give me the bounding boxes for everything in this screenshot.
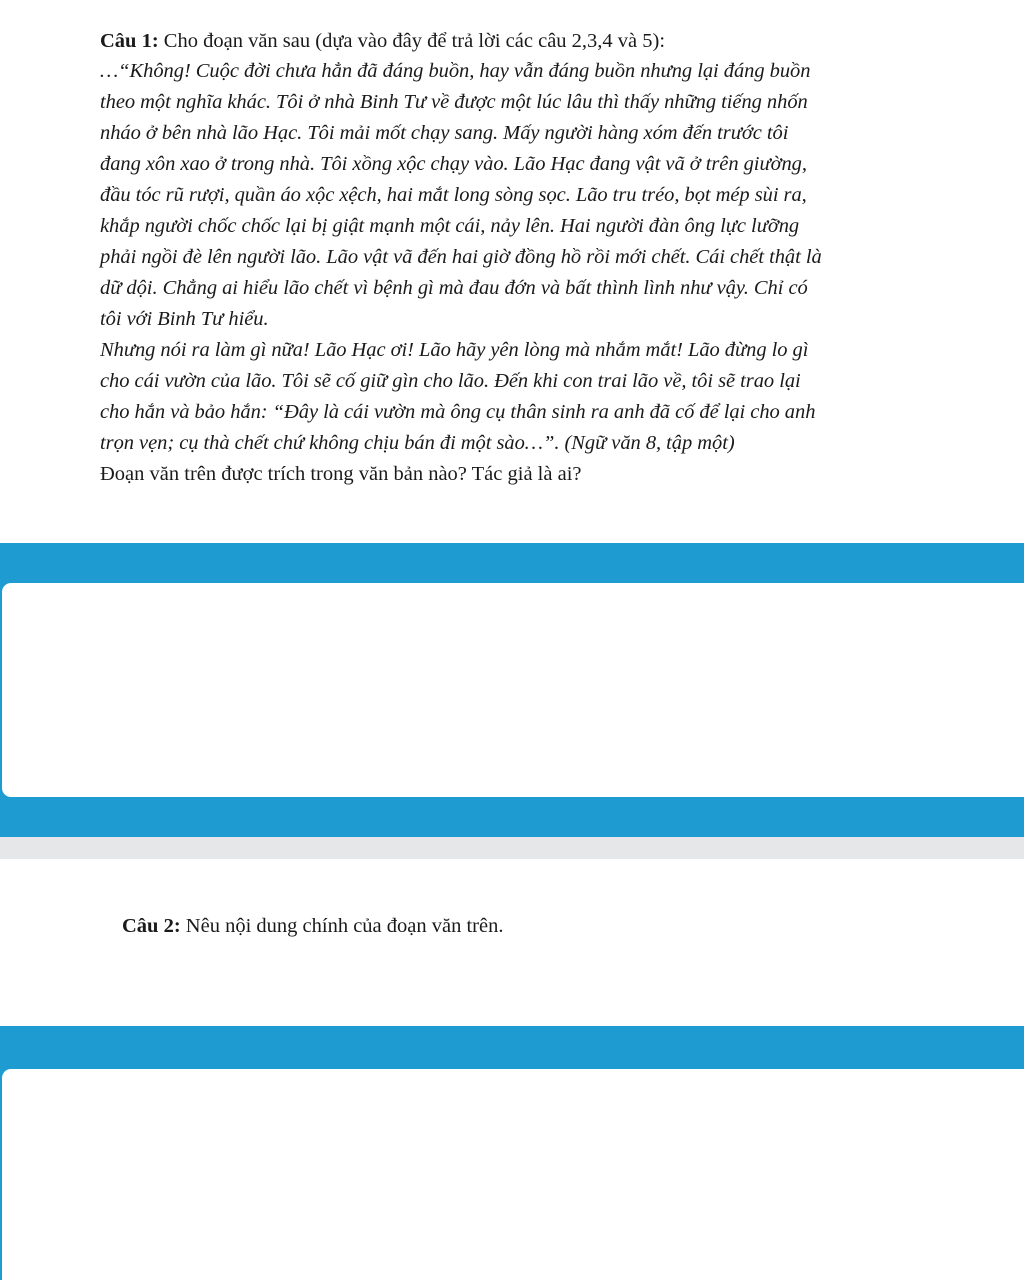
- passage-line: dữ dội. Chẳng ai hiểu lão chết vì bệnh gì mà đau đớn và bất thình lình như vậy. Chỉ có: [100, 277, 808, 299]
- passage-line: đầu tóc rũ rượi, quần áo xộc xệch, hai mắt long sòng sọc. Lão tru tréo, bọt mép sùi ra,: [100, 184, 807, 206]
- passage-line: khắp người chốc chốc lại bị giật mạnh một cái, nảy lên. Hai người đàn ông lực lưỡng: [100, 215, 800, 237]
- answer-panel-2: [0, 1026, 1024, 1280]
- passage-line: Nhưng nói ra làm gì nữa! Lão Hạc ơi! Lão hãy yên lòng mà nhắm mắt! Lão đừng lo gì: [100, 339, 809, 361]
- question-1: [100, 26, 1024, 490]
- question-1-passage: [100, 56, 1024, 459]
- passage-line: đang xôn xao ở trong nhà. Tôi xồng xộc chạy vào. Lão Hạc đang vật vã ở trên giường,: [100, 153, 807, 175]
- question-1-prompt: Cho đoạn văn sau (dựa vào đây để trả lời các câu 2,3,4 và 5):: [158, 30, 666, 52]
- answer-input-1[interactable]: [2, 583, 1024, 797]
- answer-panel-1: [0, 543, 1024, 837]
- question-2-label: Câu 2:: [122, 915, 181, 937]
- passage-line: theo một nghĩa khác. Tôi ở nhà Binh Tư về được một lúc lâu thì thấy những tiếng nhốn: [100, 91, 808, 113]
- question-2-prompt: Nêu nội dung chính của đoạn văn trên.: [180, 915, 504, 937]
- question-2: [122, 911, 503, 941]
- passage-line: nháo ở bên nhà lão Hạc. Tôi mải mốt chạy sang. Mấy người hàng xóm đến trước tôi: [100, 122, 789, 144]
- question-1-heading: [100, 26, 1024, 56]
- passage-line: tôi với Binh Tư hiểu.: [100, 308, 269, 330]
- passage-line: cho cái vườn của lão. Tôi sẽ cố giữ gìn cho lão. Đến khi con trai lão về, tôi sẽ trao lại: [100, 370, 801, 392]
- question-1-question: Đoạn văn trên được trích trong văn bản nào? Tác giả là ai?: [100, 463, 582, 485]
- answer-input-2[interactable]: [2, 1069, 1024, 1280]
- question-2-heading: [122, 911, 503, 941]
- question-1-label: Câu 1:: [100, 30, 159, 52]
- passage-line: trọn vẹn; cụ thà chết chứ không chịu bán đi một sào…”. (Ngữ văn 8, tập một): [100, 432, 735, 454]
- passage-line: …“Không! Cuộc đời chưa hẳn đã đáng buồn, hay vẫn đáng buồn nhưng lại đáng buồn: [100, 60, 811, 82]
- section-divider: [0, 837, 1024, 859]
- passage-line: cho hắn và bảo hắn: “Đây là cái vườn mà ông cụ thân sinh ra anh đã cố để lại cho anh: [100, 401, 816, 423]
- passage-line: phải ngồi đè lên người lão. Lão vật vã đến hai giờ đồng hồ rồi mới chết. Cái chết thật là: [100, 246, 822, 268]
